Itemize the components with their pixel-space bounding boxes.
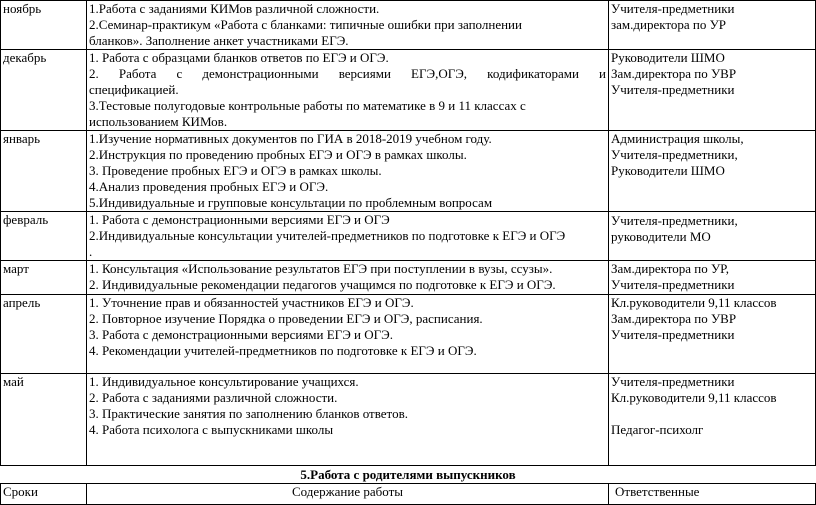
responsible-line: Педагог-психолг [611, 422, 704, 437]
content-line: 1. Уточнение прав и обязанностей участников ЕГЭ и ОГЭ. [89, 295, 414, 310]
section-title: 5.Работа с родителями выпускников [300, 467, 516, 482]
header-cell-period: Сроки [1, 484, 87, 505]
content-cell [87, 1, 609, 50]
responsible-line: Руководители ШМО [611, 50, 725, 65]
content-line: 1. Консультация «Использование результатов ЕГЭ при поступлении в вузы, ссузы». [89, 261, 553, 276]
content-line: 2.Семинар-практикум «Работа с бланками: типичные ошибки при заполнении [89, 17, 522, 32]
responsible-cell [609, 212, 816, 261]
header-cell-responsible: Ответственные [609, 484, 816, 505]
content-cell [87, 50, 609, 131]
responsible-line: Зам.директора по УВР [611, 66, 737, 81]
content-cell [87, 374, 609, 466]
responsible-line: Учителя-предметники, [611, 213, 738, 228]
parents-table [0, 483, 816, 505]
content-line: 4.Анализ проведения пробных ЕГЭ и ОГЭ. [89, 179, 329, 194]
responsible-line: Учителя-предметники [611, 327, 735, 342]
content-line: 3. Практические занятия по заполнению бланков ответов. [89, 406, 408, 421]
responsible-line: Кл.руководители 9,11 классов [611, 390, 777, 405]
content-line: 1. Работа с образцами бланков ответов по ЕГЭ и ОГЭ. [89, 50, 389, 65]
content-line: спецификацией. [89, 82, 179, 97]
content-line: 1.Работа с заданиями КИМов различной сложности. [89, 1, 380, 16]
responsible-line: Зам.директора по УР, [611, 261, 730, 276]
content-line: 2. Работа с демонстрационными версиями ЕГЭ,ОГЭ, кодификаторами и [89, 66, 606, 81]
month-cell: март [1, 261, 87, 295]
month-cell: ноябрь [1, 1, 87, 50]
table-row [1, 374, 816, 466]
responsible-cell [609, 374, 816, 466]
content-line: . [89, 244, 93, 259]
responsible-line: Учителя-предметники [611, 374, 735, 389]
responsible-cell [609, 295, 816, 374]
content-line: 2.Инструкция по проведению пробных ЕГЭ и ОГЭ в рамках школы. [89, 147, 467, 162]
content-line: 2. Работа с заданиями различной сложности. [89, 390, 338, 405]
responsible-line: Кл.руководители 9,11 классов [611, 295, 777, 310]
header-cell-content: Содержание работы [87, 484, 609, 505]
responsible-cell [609, 1, 816, 50]
responsible-cell [609, 261, 816, 295]
month-cell: апрель [1, 295, 87, 374]
table-row [1, 131, 816, 212]
content-line: бланков». Заполнение анкет участниками ЕГЭ. [89, 33, 349, 48]
responsible-line: Учителя-предметники [611, 1, 735, 16]
content-line: использованием КИМов. [89, 114, 228, 129]
content-line: 3.Тестовые полугодовые контрольные работы по математике в 9 и 11 классах с [89, 98, 526, 113]
content-line: 2. Индивидуальные рекомендации педагогов учащимся по подготовке к ЕГЭ и ОГЭ. [89, 277, 556, 292]
month-cell: февраль [1, 212, 87, 261]
table-row [1, 212, 816, 261]
responsible-line: Учителя-предметники [611, 82, 735, 97]
content-cell [87, 295, 609, 374]
table-header-row [1, 484, 816, 505]
content-line: 2. Повторное изучение Порядка о проведении ЕГЭ и ОГЭ, расписания. [89, 311, 483, 326]
spacer [611, 406, 813, 422]
responsible-cell [609, 50, 816, 131]
content-line: 1.Изучение нормативных документов по ГИА в 2018-2019 учебном году. [89, 131, 492, 146]
table-row [1, 295, 816, 374]
content-line: 1. Работа с демонстрационными версиями ЕГЭ и ОГЭ [89, 212, 390, 227]
content-line: 5.Индивидуальные и групповые консультации по проблемным вопросам [89, 195, 493, 210]
content-line: 1. Индивидуальное консультирование учащихся. [89, 374, 359, 389]
table-row [1, 261, 816, 295]
responsible-line: руководители МО [611, 229, 711, 244]
content-cell [87, 212, 609, 261]
responsible-line: Учителя-предметники [611, 277, 735, 292]
content-cell [87, 131, 609, 212]
month-cell: январь [1, 131, 87, 212]
content-line: 3. Проведение пробных ЕГЭ и ОГЭ в рамках школы. [89, 163, 382, 178]
month-cell: декабрь [1, 50, 87, 131]
table-row [1, 1, 816, 50]
content-line: 2.Индивидуальные консультации учителей-предметников по подготовке к ЕГЭ и ОГЭ [89, 228, 566, 243]
content-line: 4. Рекомендации учителей-предметников по подготовке к ЕГЭ и ОГЭ. [89, 343, 477, 358]
responsible-line: Администрация школы, [611, 131, 744, 146]
content-cell [87, 261, 609, 295]
month-cell: май [1, 374, 87, 466]
table-row [1, 50, 816, 131]
responsible-line: Руководители ШМО [611, 163, 725, 178]
responsible-line: зам.директора по УР [611, 17, 727, 32]
responsible-cell [609, 131, 816, 212]
content-line: 4. Работа психолога с выпускниками школы [89, 422, 334, 437]
responsible-line: Учителя-предметники, [611, 147, 738, 162]
content-line: 3. Работа с демонстрационными версиями ЕГЭ и ОГЭ. [89, 327, 393, 342]
responsible-line: Зам.директора по УВР [611, 311, 737, 326]
